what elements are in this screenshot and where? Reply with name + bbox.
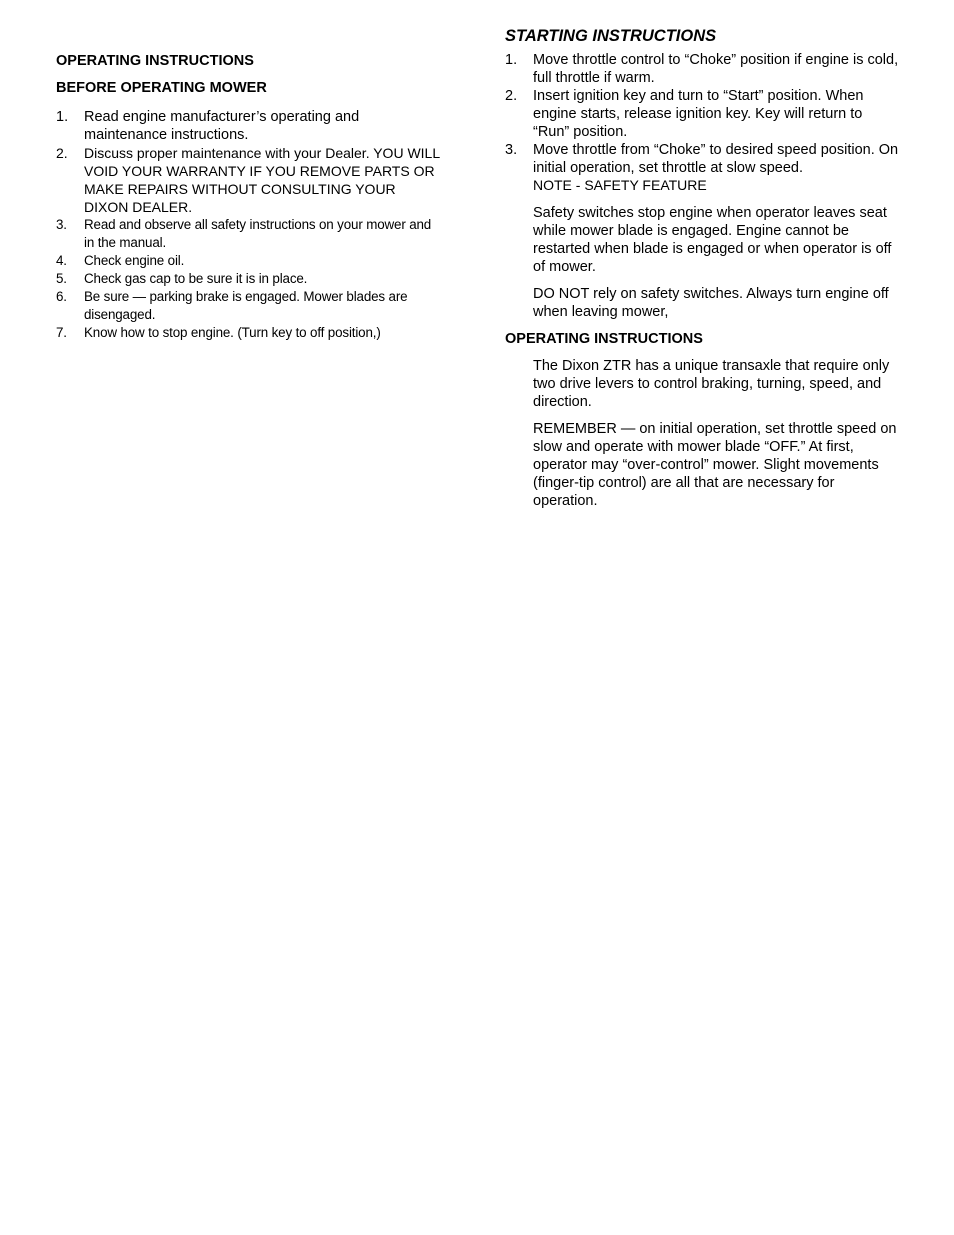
list-item-text: Move throttle from “Choke” to desired speed position. On initial operation, set throttle at slow speed.	[533, 142, 899, 176]
list-item-number: 2.	[56, 145, 68, 161]
list-item-text: Check engine oil.	[84, 253, 185, 268]
safety-paragraph-2: DO NOT rely on safety switches. Always turn engine off when leaving mower,	[533, 286, 889, 320]
list-item-number: 1.	[505, 52, 518, 68]
list-item-number: 2.	[505, 88, 518, 104]
list-item	[56, 144, 441, 216]
list-item-text: Read engine manufacturer’s operating and maintenance instructions.	[84, 109, 360, 143]
list-item-number: 4.	[56, 253, 67, 268]
list-item	[56, 216, 441, 252]
list-item	[505, 141, 900, 177]
list-item	[505, 51, 900, 87]
list-item-text: Check gas cap to be sure it is in place.	[84, 271, 308, 286]
starting-instructions-heading: STARTING INSTRUCTIONS	[505, 27, 717, 45]
list-item	[56, 324, 441, 342]
list-item-number: 7.	[56, 325, 67, 340]
list-item-text: Move throttle control to “Choke” position if engine is cold, full throttle if warm.	[533, 52, 899, 86]
operating-paragraph-2: REMEMBER — on initial operation, set throttle speed on slow and operate with mower blade “OFF.” At first, operator may “over-control” mower. Slight movements (finger-tip control) are all that are necessary for operation.	[533, 421, 897, 509]
before-operating-heading: BEFORE OPERATING MOWER	[56, 80, 267, 96]
list-item-number: 1.	[56, 109, 69, 125]
list-item	[505, 87, 900, 141]
list-item-number: 5.	[56, 271, 67, 286]
list-item-text: Know how to stop engine. (Turn key to off position,)	[84, 325, 381, 340]
operating-instructions-heading-right: OPERATING INSTRUCTIONS	[505, 331, 703, 347]
list-item	[56, 270, 441, 288]
list-item-number: 3.	[56, 217, 67, 232]
starting-instructions-list	[505, 51, 900, 177]
operating-paragraph-1: The Dixon ZTR has a unique transaxle that require only two drive levers to control braking, turning, speed, and direction.	[533, 358, 890, 410]
list-item	[56, 252, 441, 270]
list-item	[56, 108, 441, 144]
list-item	[56, 288, 441, 324]
note-label: NOTE - SAFETY FEATURE	[533, 177, 707, 193]
list-item-text: Insert ignition key and turn to “Start” position. When engine starts, release ignition key. Key will return to “Run” position.	[533, 88, 864, 140]
before-operating-list	[56, 108, 441, 342]
list-item-number: 6.	[56, 289, 67, 304]
list-item-text: Be sure — parking brake is engaged. Mower blades are disengaged.	[84, 289, 408, 322]
operating-instructions-heading: OPERATING INSTRUCTIONS	[56, 53, 254, 69]
safety-paragraph-1: Safety switches stop engine when operator leaves seat while mower blade is engaged. Engine cannot be restarted when blade is engaged or when operator is off of mower.	[533, 205, 892, 275]
list-item-number: 3.	[505, 142, 518, 158]
list-item-text: Discuss proper maintenance with your Dealer. YOU WILL VOID YOUR WARRANTY IF YOU REMOVE PARTS OR MAKE REPAIRS WITHOUT CONSULTING YOUR DIXON DEALER.	[84, 145, 440, 215]
list-item-text: Read and observe all safety instructions on your mower and in the manual.	[84, 217, 432, 250]
